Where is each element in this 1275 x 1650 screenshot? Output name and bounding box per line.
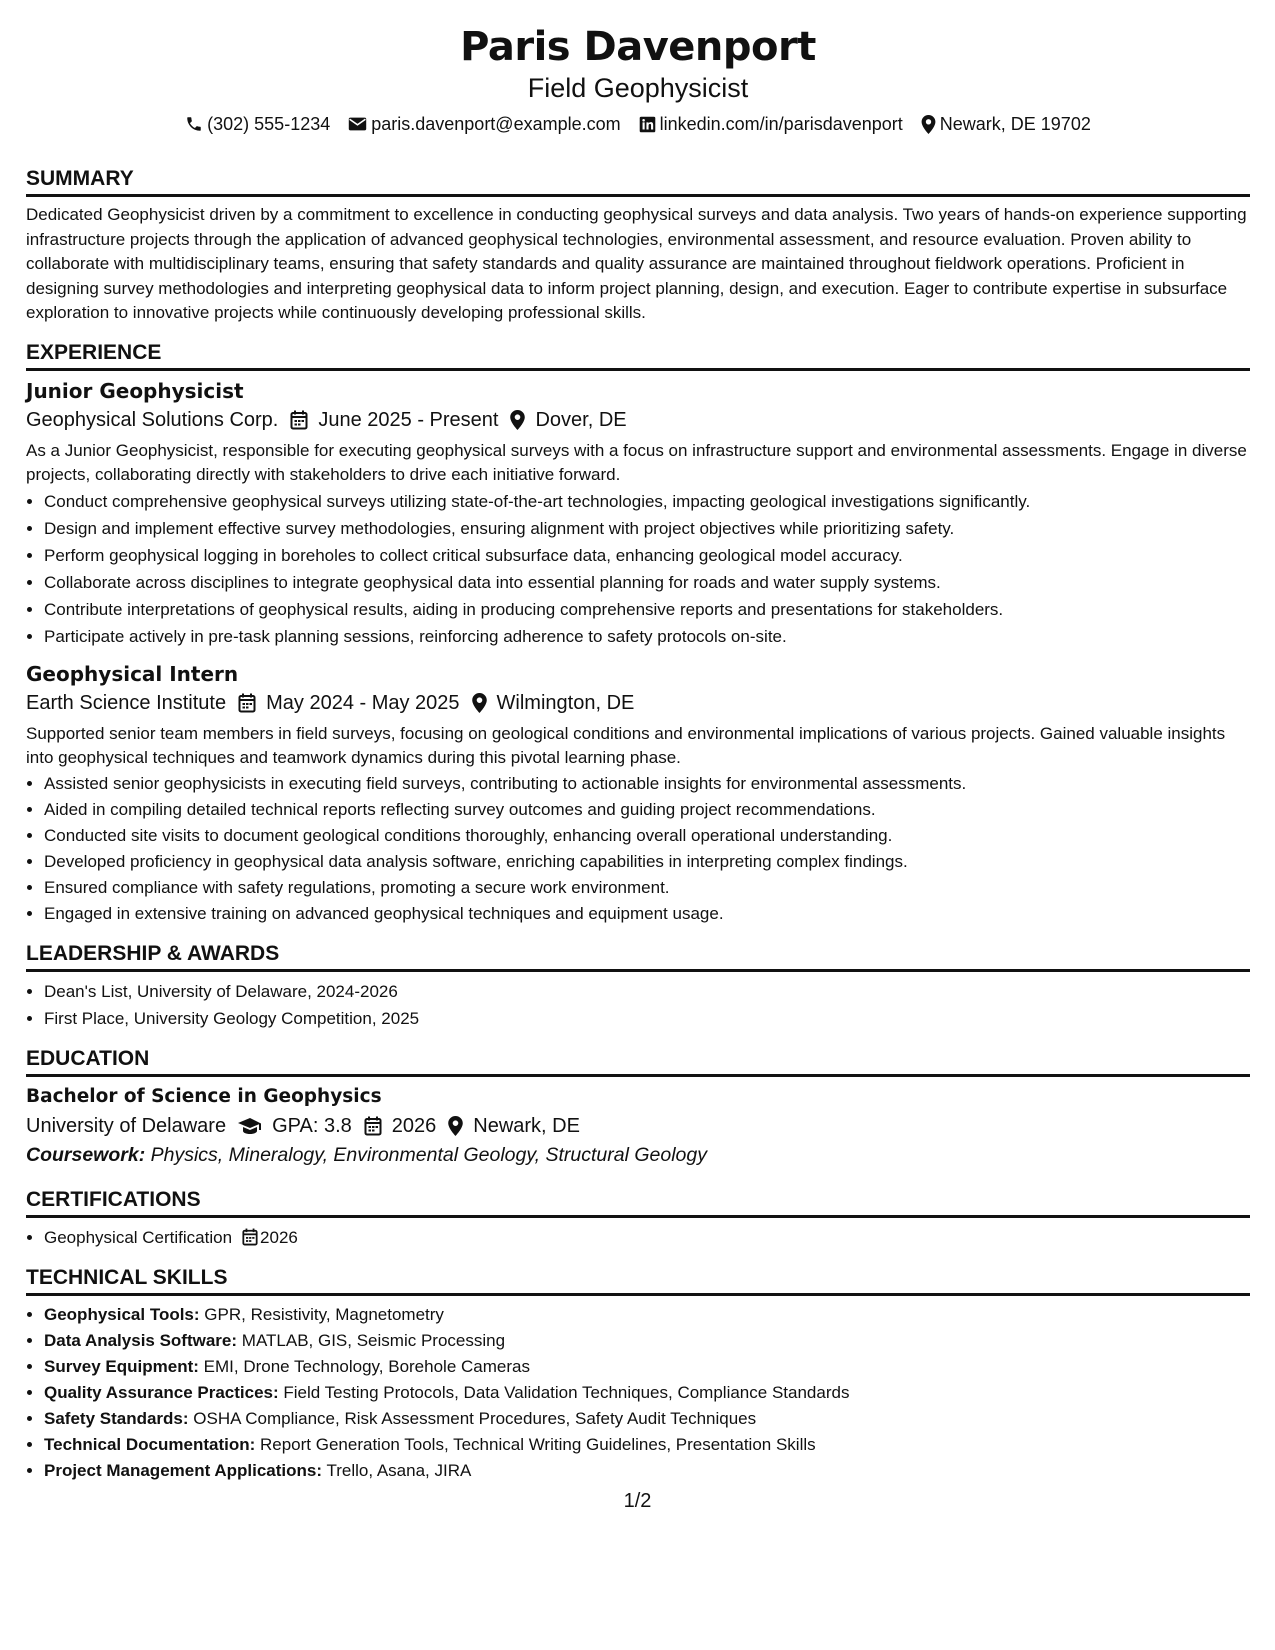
job-entry	[26, 377, 1250, 650]
list-item	[44, 1406, 1250, 1432]
list-item: • Perform geophysical logging in boreholes to collect critical subsurface data, enhancing geological model accuracy.	[44, 542, 1250, 569]
list-item: • Contribute interpretations of geophysical results, aiding in producing comprehensive reports and presentations for stakeholders.	[44, 596, 1250, 623]
list-item	[44, 1458, 1250, 1484]
certification-year: 2026	[260, 1227, 298, 1247]
job-bullets	[26, 771, 1250, 927]
list-item: • Conducted site visits to document geological conditions thoroughly, enhancing overall operational understanding.	[44, 823, 1250, 849]
list-item	[44, 1380, 1250, 1406]
page-number: 1/2	[623, 1490, 652, 1512]
list-item	[44, 1302, 1250, 1328]
skill-label: Safety Standards:	[44, 1408, 189, 1428]
education-meta	[26, 1111, 1250, 1141]
education-school: University of Delaware	[26, 1114, 227, 1137]
job-description: Supported senior team members in field surveys, focusing on geological conditions and environmental implications of various projects. Gained valuable insights into geophysical techniques and teamwork dynamics during this pivotal learning phase.	[26, 723, 1226, 767]
skills-heading: TECHNICAL SKILLS	[26, 1265, 1250, 1296]
experience-heading: EXPERIENCE	[26, 340, 1250, 371]
email-text: paris.davenport@example.com	[371, 114, 621, 134]
job-company: Geophysical Solutions Corp.	[26, 408, 279, 431]
leadership-heading: LEADERSHIP & AWARDS	[26, 941, 1250, 972]
skill-label: Technical Documentation:	[44, 1434, 256, 1454]
list-item: • Conduct comprehensive geophysical surveys utilizing state-of-the-art technologies, impacting geological investigations significantly.	[44, 488, 1250, 515]
map-pin-icon	[448, 1116, 463, 1136]
list-item: • Ensured compliance with safety regulations, promoting a secure work environment.	[44, 875, 1250, 901]
job-bullets	[26, 488, 1250, 650]
list-item: • First Place, University Geology Competition, 2025	[44, 1005, 1250, 1032]
certifications-section	[26, 1187, 1250, 1251]
phone-text: (302) 555-1234	[207, 114, 331, 134]
skill-label: Survey Equipment:	[44, 1356, 199, 1376]
list-item: • Collaborate across disciplines to integrate geophysical data into essential planning for roads and water supply systems.	[44, 569, 1250, 596]
skills-list	[26, 1302, 1250, 1484]
job-meta	[26, 688, 1250, 718]
leadership-list	[26, 978, 1250, 1032]
education-section	[26, 1046, 1250, 1169]
job-location: Dover, DE	[535, 408, 627, 431]
graduation-cap-icon	[238, 1117, 262, 1135]
education-degree: Bachelor of Science in Geophysics	[26, 1085, 382, 1107]
candidate-title: Field Geophysicist	[527, 73, 749, 103]
list-item: • Assisted senior geophysicists in executing field surveys, contributing to actionable insights for environmental assessments.	[44, 771, 1250, 797]
job-company: Earth Science Institute	[26, 691, 227, 714]
leadership-section	[26, 941, 1250, 1032]
skills-section	[26, 1265, 1250, 1484]
list-item: • Design and implement effective survey methodologies, ensuring alignment with project objectives while prioritizing safety.	[44, 515, 1250, 542]
location-text: Newark, DE 19702	[939, 114, 1091, 134]
certifications-heading: CERTIFICATIONS	[26, 1187, 1250, 1218]
education-gpa: GPA: 3.8	[272, 1114, 352, 1137]
summary-heading: SUMMARY	[26, 166, 1250, 197]
contact-location	[921, 112, 1091, 136]
map-pin-icon	[921, 115, 936, 134]
list-item: • Aided in compiling detailed technical reports reflecting survey outcomes and guiding project recommendations.	[44, 797, 1250, 823]
skill-value: GPR, Resistivity, Magnetometry	[204, 1304, 444, 1324]
phone-icon	[185, 115, 203, 133]
coursework-list: Physics, Mineralogy, Environmental Geology, Structural Geology	[150, 1143, 707, 1166]
job-meta	[26, 405, 1250, 435]
summary-section	[26, 166, 1250, 326]
job-dates: May 2024 - May 2025	[266, 691, 460, 714]
list-item: • Developed proficiency in geophysical data analysis software, enriching capabilities in interpreting complex findings.	[44, 849, 1250, 875]
job-description: As a Junior Geophysicist, responsible for executing geophysical surveys with a focus on infrastructure support and environmental assessments. Engage in diverse projects, collaborating directly with stakeholders to drive each initiative forward.	[26, 440, 1247, 484]
candidate-name: Paris Davenport	[460, 24, 816, 70]
job-role: Geophysical Intern	[26, 661, 239, 686]
list-item	[44, 1224, 1250, 1251]
education-coursework	[26, 1141, 1250, 1169]
list-item	[44, 1354, 1250, 1380]
skill-label: Geophysical Tools:	[44, 1304, 200, 1324]
map-pin-icon	[472, 693, 487, 713]
envelope-icon	[348, 116, 367, 132]
skill-label: Project Management Applications:	[44, 1460, 323, 1480]
skill-value: Report Generation Tools, Technical Writing Guidelines, Presentation Skills	[260, 1434, 816, 1454]
linkedin-icon	[639, 116, 656, 133]
list-item: • Participate actively in pre-task planning sessions, reinforcing adherence to safety protocols on-site.	[44, 623, 1250, 650]
skill-value: MATLAB, GIS, Seismic Processing	[241, 1330, 506, 1350]
list-item: • Dean's List, University of Delaware, 2024-2026	[44, 978, 1250, 1005]
certifications-list	[26, 1224, 1250, 1251]
education-location: Newark, DE	[473, 1114, 580, 1137]
skill-value: EMI, Drone Technology, Borehole Cameras	[203, 1356, 530, 1376]
resume-page	[26, 22, 1250, 1484]
summary-text: Dedicated Geophysicist driven by a commitment to excellence in conducting geophysical surveys and data analysis. Two years of hands-on experience supporting infrastructure projects through the application of advanced geophysical technologies, environmental assessment, and resource evaluation. Proven ability to collaborate with multidisciplinary teams, ensuring that safety standards and quality assurance are maintained throughout fieldwork operations. Proficient in designing survey methodologies and interpreting geophysical data to inform project planning, design, and execution. Eager to contribute expertise in subsurface exploration to innovative projects while continuously developing professional skills.	[26, 205, 1247, 322]
education-year: 2026	[391, 1114, 437, 1137]
skill-value: OSHA Compliance, Risk Assessment Procedures, Safety Audit Techniques	[193, 1408, 757, 1428]
contact-phone[interactable]	[185, 112, 330, 136]
contact-bar	[26, 112, 1250, 136]
skill-value: Trello, Asana, JIRA	[326, 1460, 472, 1480]
job-location: Wilmington, DE	[496, 691, 635, 714]
calendar-icon	[290, 410, 308, 430]
job-dates: June 2025 - Present	[318, 408, 499, 431]
list-item	[44, 1328, 1250, 1354]
job-entry	[26, 660, 1250, 927]
calendar-icon	[242, 1228, 258, 1246]
calendar-icon	[238, 693, 256, 713]
experience-section	[26, 340, 1250, 927]
skill-label: Quality Assurance Practices:	[44, 1382, 279, 1402]
list-item: • Engaged in extensive training on advanced geophysical techniques and equipment usage.	[44, 901, 1250, 927]
contact-email[interactable]	[348, 112, 620, 136]
skill-value: Field Testing Protocols, Data Validation Techniques, Compliance Standards	[283, 1382, 850, 1402]
calendar-icon	[364, 1116, 382, 1136]
skill-label: Data Analysis Software:	[44, 1330, 238, 1350]
education-heading: EDUCATION	[26, 1046, 1250, 1077]
contact-linkedin[interactable]	[639, 112, 903, 136]
list-item	[44, 1432, 1250, 1458]
job-role: Junior Geophysicist	[26, 378, 244, 403]
certification-name: • Geophysical Certification	[44, 1227, 233, 1247]
linkedin-text: linkedin.com/in/parisdavenport	[659, 114, 903, 134]
coursework-label: Coursework:	[26, 1143, 146, 1166]
map-pin-icon	[510, 410, 525, 430]
